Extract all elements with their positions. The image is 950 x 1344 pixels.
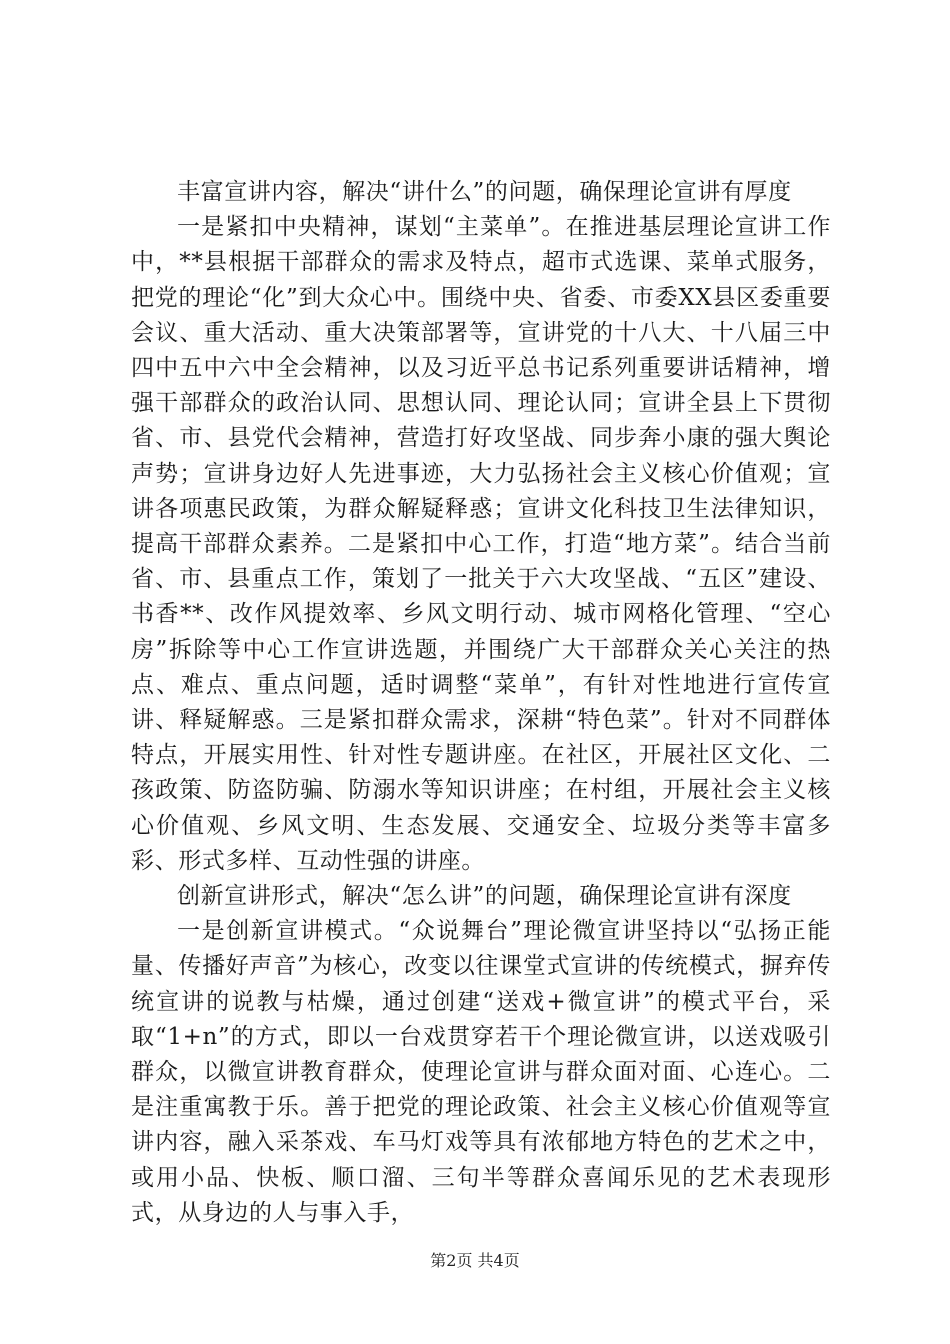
body-paragraph: 一是紧扣中央精神，谋划“主菜单”。在推进基层理论宣讲工作中，**县根据干部群众的需求及特点，超市式选课、菜单式服务，把党的理论“化”到大众心中。围绕中央、省委、市委XX县区委重要会议、重大活动、重大决策部署等，宣讲党的十八大、十八届三中四中五中六中全会精神，以及习近平总书记系列重要讲话精神，增强干部群众的政治认同、思想认同、理论认同；宣讲全县上下贯彻省、市、县党代会精神，营造打好攻坚战、同步奔小康的强大舆论声势；宣讲身边好人先进事迹，大力弘扬社会主义核心价值观；宣讲各项惠民政策，为群众解疑释惑；宣讲文化科技卫生法律知识，提高干部群众素养。二是紧扣中心工作，打造“地方菜”。结合当前省、市、县重点工作，策划了一批关于六大攻坚战、“五区”建设、书香**、改作风提效率、乡风文明行动、城市网格化管理、“空心房”拆除等中心工作宣讲选题，并围绕广大干部群众关心关注的热点、难点、重点问题，适时调整“菜单”，有针对性地进行宣传宣讲、释疑解惑。三是紧扣群众需求，深耕“特色菜”。针对不同群体特点，开展实用性、针对性专题讲座。在社区，开展社区文化、二孩政策、防盗防骗、防溺水等知识讲座；在村组，开展社会主义核心价值观、乡风文明、生态发展、交通安全、垃圾分类等丰富多彩、形式多样、互动性强的讲座。 <box>131 214 831 874</box>
document-body <box>131 175 831 1231</box>
section-heading-form: 创新宣讲形式，解决“怎么讲”的问题，确保理论宣讲有深度 <box>177 883 792 910</box>
body-paragraph: 一是创新宣讲模式。“众说舞台”理论微宣讲坚持以“弘扬正能量、传播好声音”为核心，改变以往课堂式宣讲的传统模式，摒弃传统宣讲的说教与枯燥，通过创建“送戏+微宣讲”的模式平台，采取“1+n”的方式，即以一台戏贯穿若干个理论微宣讲，以送戏吸引群众，以微宣讲教育群众，使理论宣讲与群众面对面、心连心。二是注重寓教于乐。善于把党的理论政策、社会主义核心价值观等宣讲内容，融入采茶戏、车马灯戏等具有浓郁地方特色的艺术之中，或用小品、快板、顺口溜、三句半等群众喜闻乐见的艺术表现形式，从身边的人与事入手， <box>131 918 831 1226</box>
section-heading-content: 丰富宣讲内容，解决“讲什么”的问题，确保理论宣讲有厚度 <box>177 179 792 205</box>
page-footer: 第2页 共4页 <box>430 1251 520 1270</box>
